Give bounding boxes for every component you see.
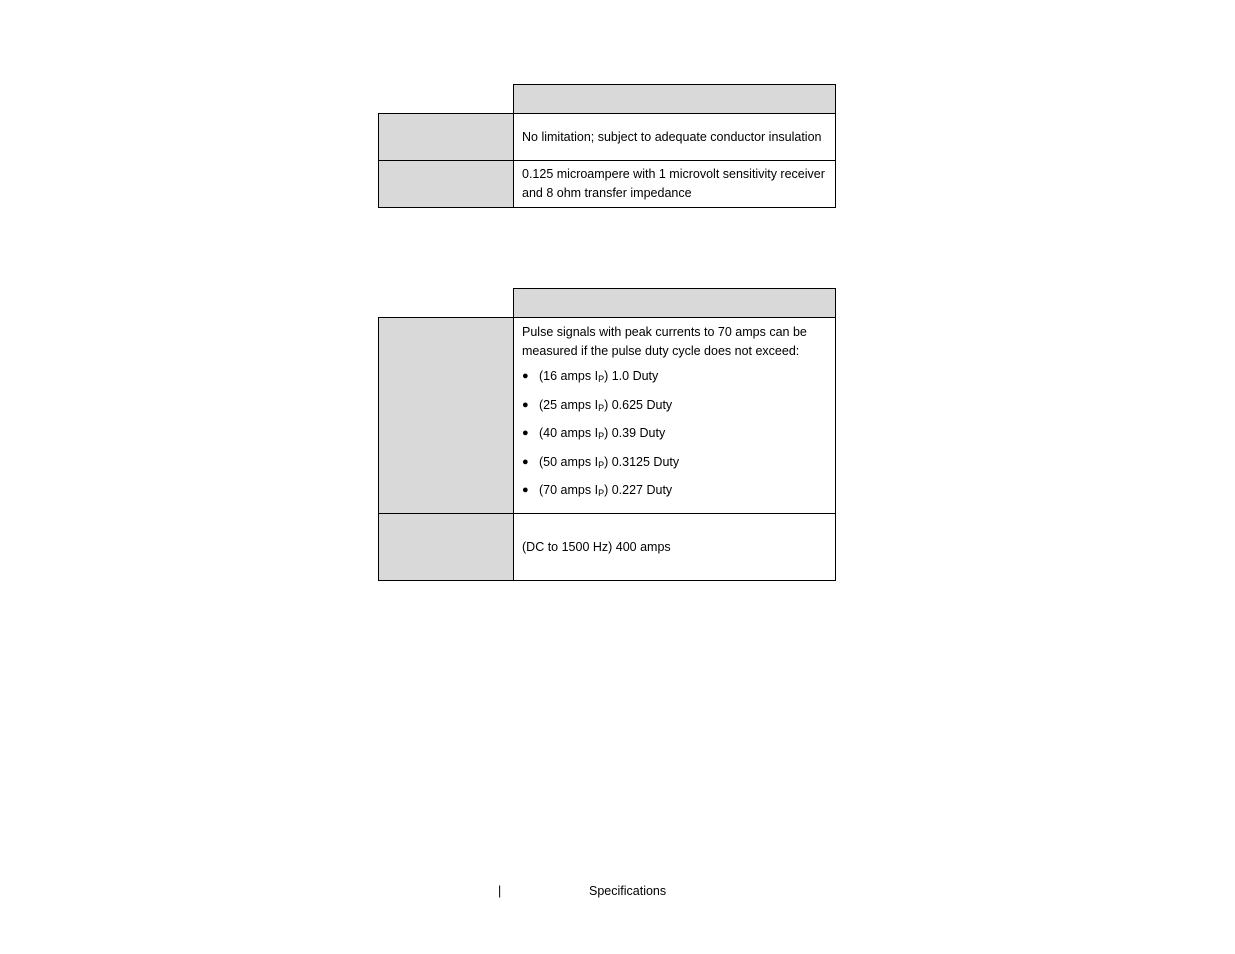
- header-blank-cell: [379, 85, 514, 114]
- table-row: [379, 514, 836, 581]
- header-cell: [514, 289, 836, 318]
- spec-table-1: [378, 84, 836, 208]
- bullet-icon: ●: [522, 370, 529, 382]
- pulse-intro-text: Pulse signals with peak currents to 70 amps can be measured if the pulse duty cycle does not exceed:: [522, 325, 807, 358]
- row-label-cell: [379, 161, 514, 208]
- row-label-cell: [379, 514, 514, 581]
- pulse-duty-cell: [514, 318, 836, 514]
- list-item: ● (40 amps IP) 0.39 Duty: [522, 426, 666, 441]
- footer-section-title: Specifications: [589, 884, 667, 898]
- list-item: ● (50 amps IP) 0.3125 Duty: [522, 454, 680, 470]
- bullet-icon: ●: [522, 398, 529, 411]
- bullet-icon: ●: [522, 455, 529, 468]
- table-row: [379, 114, 836, 161]
- table-row: [379, 161, 836, 208]
- table-header-row: [379, 289, 836, 318]
- row-value-cell: 0.125 microampere with 1 microvolt sensitivity receiver and 8 ohm transfer impedance: [514, 161, 836, 208]
- row-value-cell: (DC to 1500 Hz) 400 amps: [514, 514, 836, 581]
- footer-separator: |: [498, 884, 502, 898]
- list-item: ● (70 amps IP) 0.227 Duty: [522, 483, 673, 498]
- row-label-cell: [379, 318, 514, 514]
- duty-cycle-list: [522, 367, 827, 510]
- row-label-cell: [379, 114, 514, 161]
- spec-table-2: [378, 288, 836, 581]
- bullet-icon: ●: [522, 427, 529, 439]
- table-header-row: [379, 85, 836, 114]
- header-cell: [514, 85, 836, 114]
- header-blank-cell: [379, 289, 514, 318]
- list-item: ● (16 amps IP) 1.0 Duty: [522, 369, 659, 384]
- row-value-cell: No limitation; subject to adequate conductor insulation: [514, 114, 836, 161]
- bullet-icon: ●: [522, 484, 529, 496]
- list-item: ● (25 amps IP) 0.625 Duty: [522, 397, 673, 413]
- table-row: [379, 318, 836, 514]
